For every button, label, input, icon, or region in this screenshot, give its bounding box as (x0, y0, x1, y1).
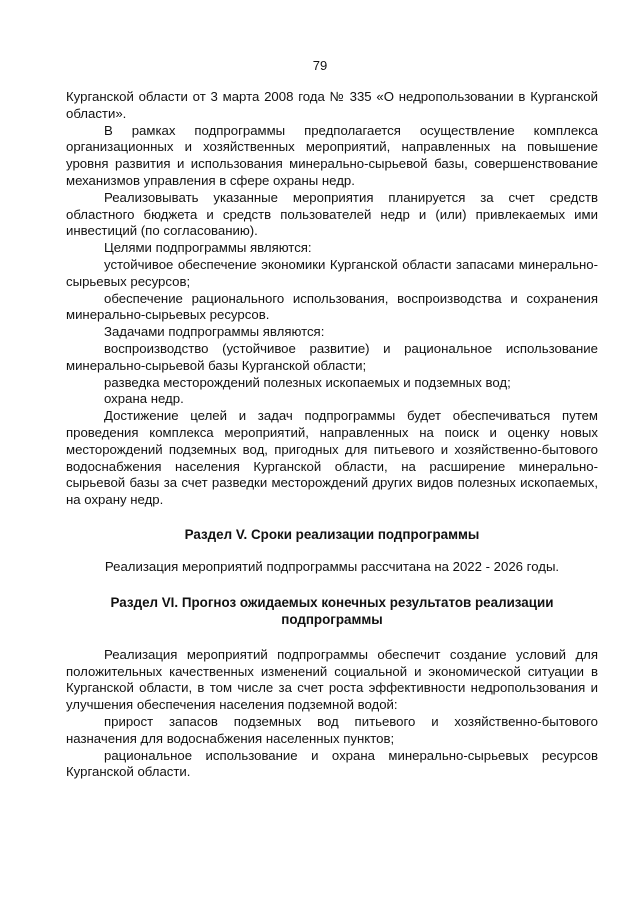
paragraph: прирост запасов подземных вод питьевого и хозяйственно-бытового назначения для водоснабжения населенных пунктов; (66, 713, 598, 746)
paragraph: Целями подпрограммы являются: (104, 240, 312, 256)
paragraph: Задачами подпрограммы являются: (104, 324, 325, 340)
page-number: 79 (312, 58, 328, 73)
document-body (66, 89, 598, 781)
paragraph: Реализация мероприятий подпрограммы обеспечит создание условий для положительных качественных изменений социальной и экономической ситуации в Курганской области, в том числе за счет роста эффективности недропользования и улучшения обеспечения населения подземной водой: (66, 646, 598, 713)
paragraph: охрана недр. (104, 391, 184, 407)
paragraph-continuation: Курганской области от 3 марта 2008 года № 335 «О недропользовании в Курганской области». (66, 89, 598, 121)
paragraph: воспроизводство (устойчивое развитие) и рациональное использование минерально-сырьевой базы Курганской области; (66, 340, 598, 373)
paragraph: Достижение целей и задач подпрограммы будет обеспечиваться путем проведения комплекса мероприятий, направленных на поиск и оценку новых месторождений подземных вод, пригодных для питьевого и хозяйственно-бытового водоснабжения населения Курганской области, на расширение минерально-сырьевой базы за счет разведки месторождений других видов полезных ископаемых, на охрану недр. (66, 408, 598, 508)
paragraph: устойчивое обеспечение экономики Курганской области запасами минерально-сырьевых ресурсов; (66, 256, 598, 289)
paragraph: Реализовывать указанные мероприятия планируется за счет средств областного бюджета и средств пользователей недр и (или) привлекаемых ими инвестиций (по согласованию). (66, 189, 598, 239)
paragraph: рациональное использование и охрана минерально-сырьевых ресурсов Курганской области. (66, 747, 598, 780)
section-heading-vi: Раздел VI. Прогноз ожидаемых конечных результатов реализации подпрограммы (110, 594, 554, 627)
paragraph: Реализация мероприятий подпрограммы рассчитана на 2022 - 2026 годы. (104, 558, 560, 574)
section-heading-v: Раздел V. Сроки реализации подпрограммы (184, 526, 480, 542)
paragraph: В рамках подпрограммы предполагается осуществление комплекса организационных и хозяйственных мероприятий, направленных на повышение уровня развития и использования минерально-сырьевой базы, совершенствование механизмов управления в сфере охраны недр. (66, 122, 598, 188)
paragraph: обеспечение рационального использования, воспроизводства и сохранения минерально-сырьевых ресурсов. (66, 290, 598, 323)
paragraph: разведка месторождений полезных ископаемых и подземных вод; (104, 374, 511, 390)
